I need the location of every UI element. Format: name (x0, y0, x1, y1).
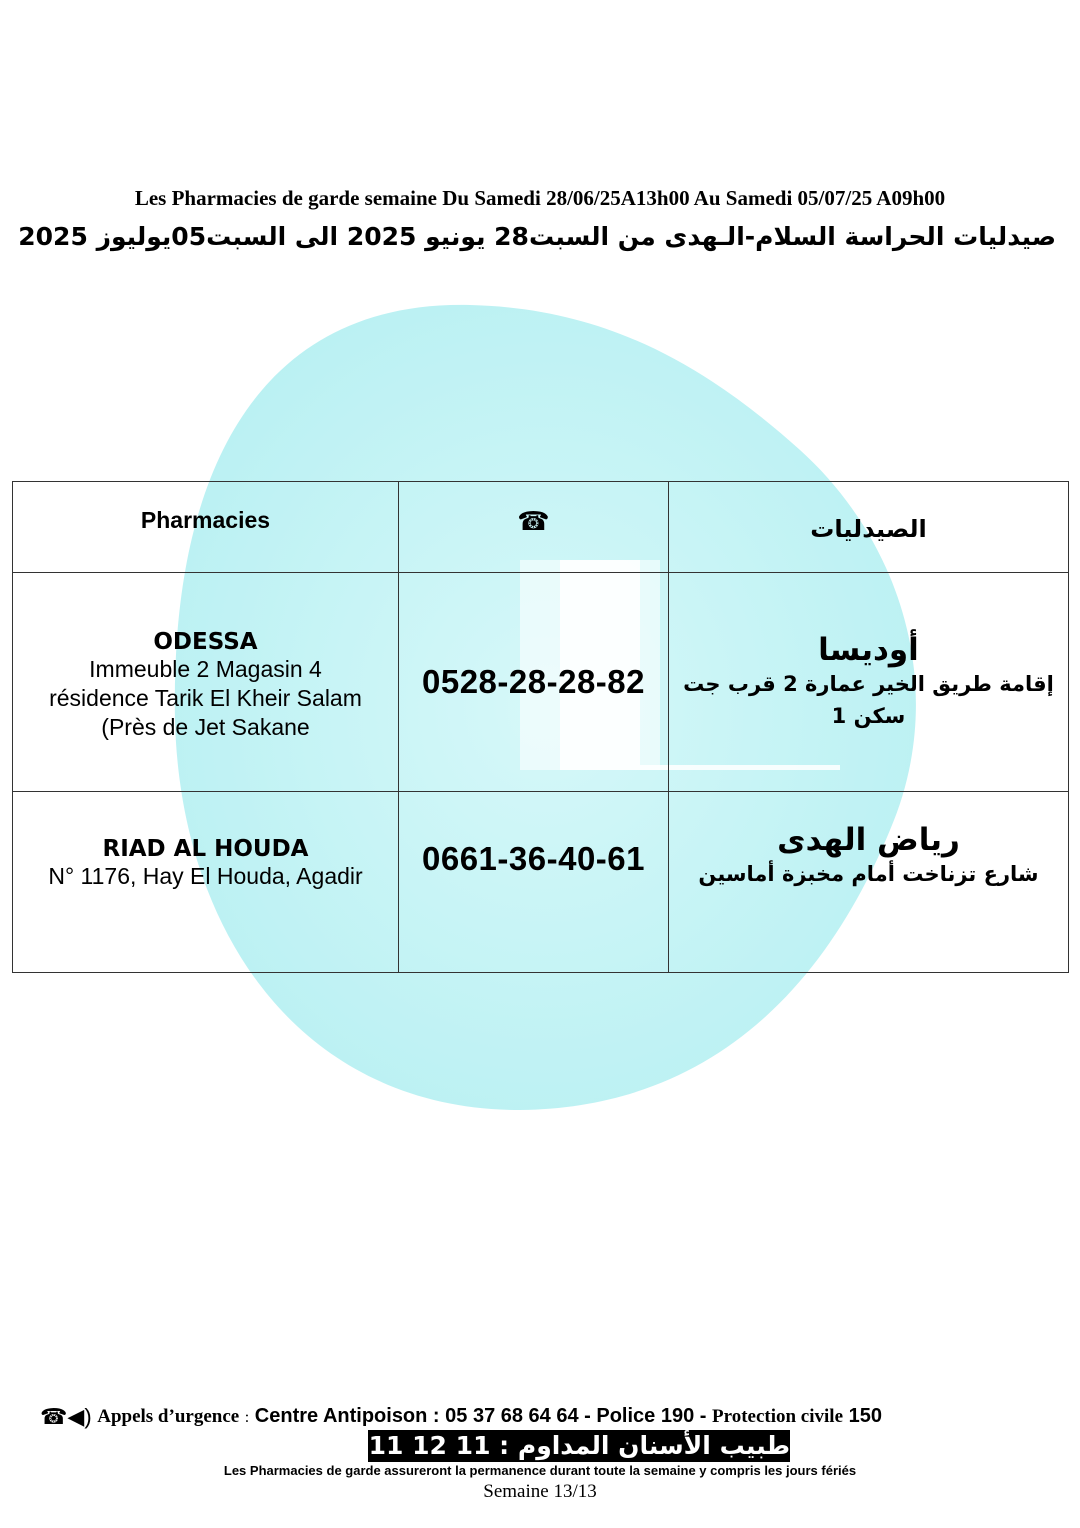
pharmacy-address-fr: N° 1176, Hay El Houda, Agadir (48, 863, 363, 889)
telephone-icon: ☎ (517, 505, 550, 536)
header-phone (399, 482, 669, 573)
pharmacy-name-ar: أوديسا (818, 632, 919, 668)
table-row (13, 792, 1069, 973)
cell-pharmacy-ar (669, 792, 1069, 973)
title-arabic: صيدليات الحراسة السلام-الـهدى من السبت28 يونيو 2025 الى السبت05يوليوز 2025 (18, 222, 1056, 251)
week-number: Semaine 13/13 (483, 1481, 597, 1502)
cell-pharmacy-fr (13, 573, 399, 792)
pharmacy-phone: 0528-28-28-82 (422, 663, 645, 700)
pharmacy-name-ar: رياض الهدى (777, 822, 960, 858)
pharmacy-phone: 0661-36-40-61 (422, 840, 645, 877)
pharmacy-name-fr: RIAD AL HOUDA (102, 836, 309, 862)
cell-phone (399, 792, 669, 973)
header-pharmacies: Pharmacies (13, 482, 399, 573)
emergency-numbers: Centre Antipoison : 05 37 68 64 64 - Police 190 - (254, 1405, 707, 1427)
table-header-row (13, 482, 1069, 573)
cell-pharmacy-fr (13, 792, 399, 973)
table-row (13, 573, 1069, 792)
cell-pharmacy-ar (669, 573, 1069, 792)
duty-notice: Les Pharmacies de garde assureront la permanence durant toute la semaine y compris les jours fériés (223, 1463, 857, 1478)
pharmacies-table (12, 481, 1069, 973)
emergency-colon: : (244, 1409, 250, 1426)
pharmacy-address-ar: شارع تزناخت أمام مخبزة أماسين (698, 862, 1039, 886)
pharmacy-name-fr: ODESSA (153, 628, 258, 655)
emergency-label: Appels d’urgence (97, 1406, 240, 1427)
title-french: Les Pharmacies de garde semaine Du Samedi 28/06/25A13h00 Au Samedi 05/07/25 A09h00 (134, 186, 946, 210)
cell-phone (399, 573, 669, 792)
pharmacy-address-fr: Immeuble 2 Magasin 4 résidence Tarik El Kheir Salam (Près de Jet Sakane (49, 655, 362, 740)
protection-label: Protection civile (712, 1406, 844, 1427)
header-arabic: الصيدليات (669, 482, 1069, 573)
dentist-on-duty: طبيب الأسنان المداوم : 11 12 11 08 06 (281, 1431, 790, 1460)
emergency-calls-line (40, 1404, 1050, 1430)
pharmacy-address-ar: إقامة طريق الخير عمارة 2 قرب جت سكن 1 (683, 672, 1054, 728)
telephone-speaker-icon: ☎◀) (40, 1404, 92, 1429)
protection-number: 150 (848, 1405, 882, 1427)
